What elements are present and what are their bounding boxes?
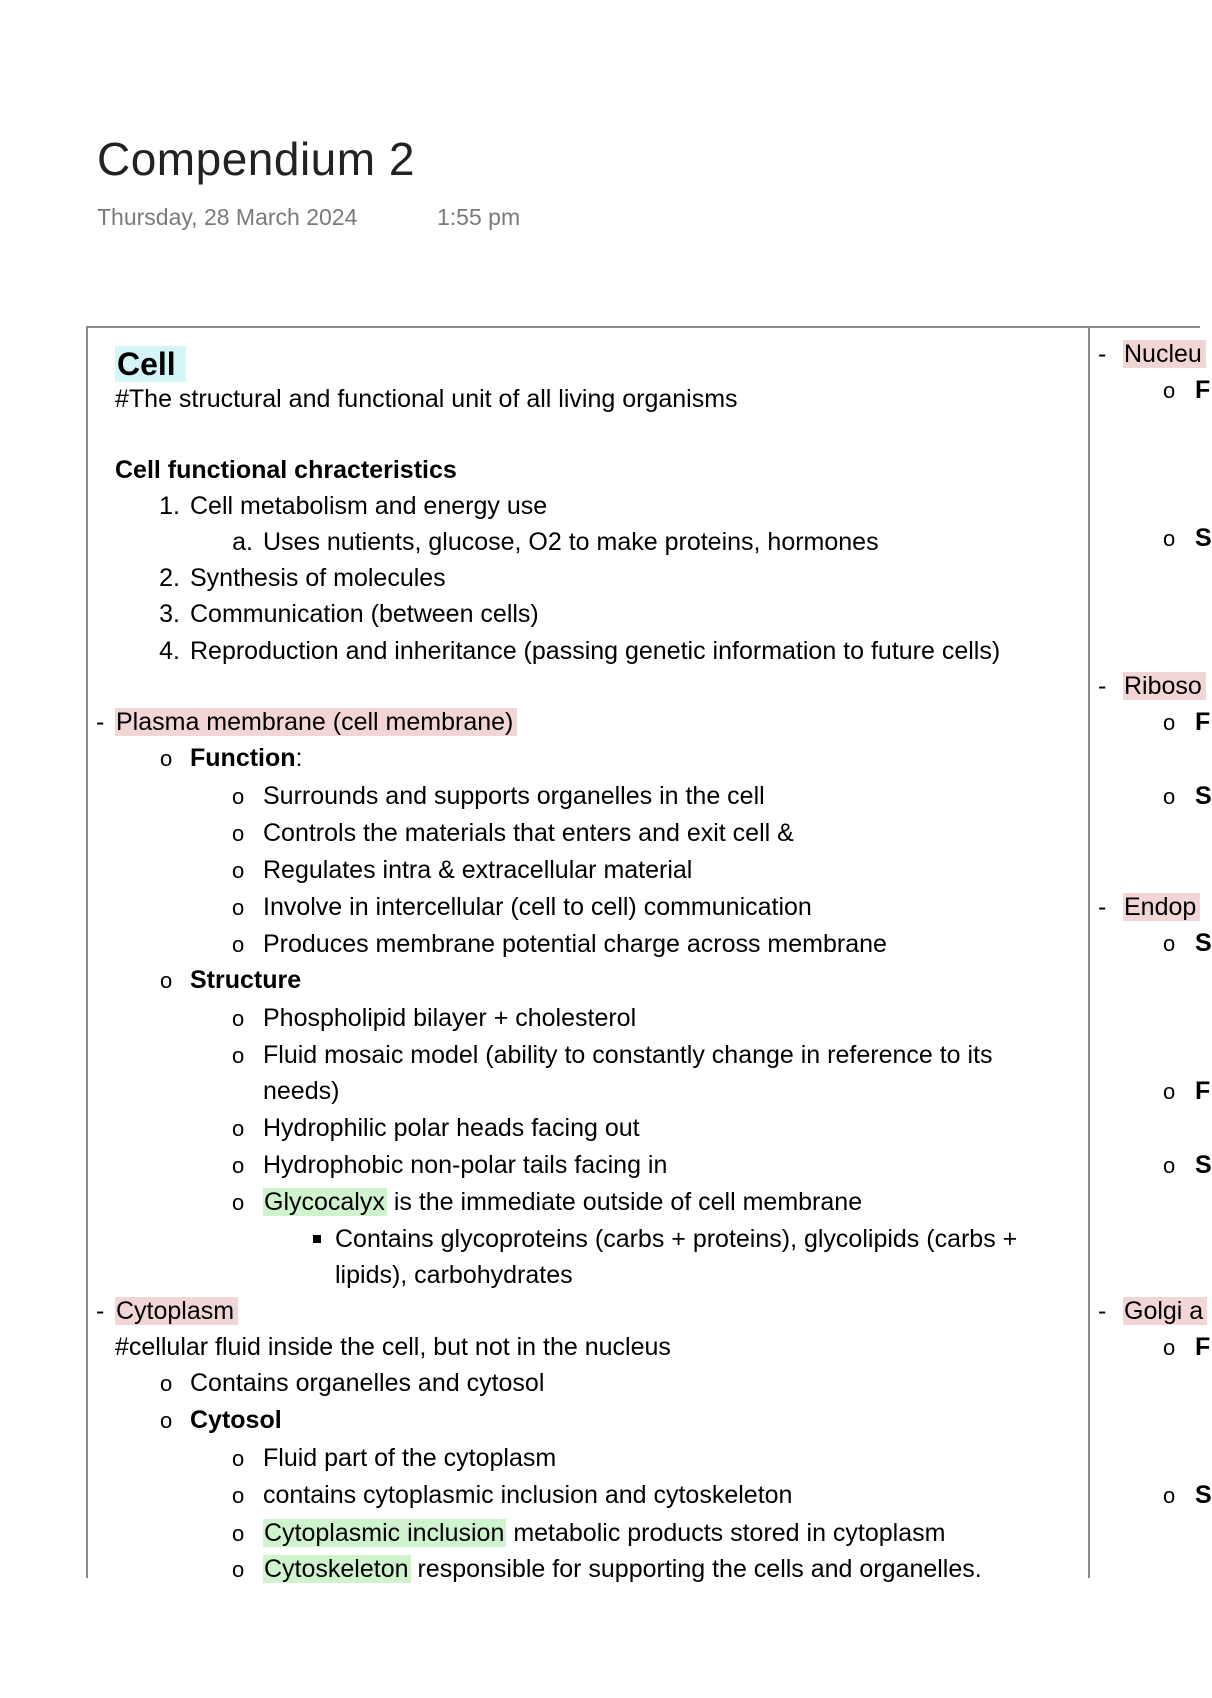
- functional-characteristics-heading: Cell functional chracteristics: [115, 456, 457, 484]
- circle-bullet: o: [232, 1446, 245, 1471]
- list-item: Synthesis of molecules: [190, 564, 446, 592]
- truncated-item: S: [1195, 524, 1212, 552]
- list-item: Glycocalyx is the immediate outside of cell membrane: [264, 1188, 863, 1216]
- section-heading: Endop: [1123, 889, 1200, 925]
- truncated-item: S: [1195, 1151, 1212, 1179]
- list-item: Reproduction and inheritance (passing genetic information to future cells): [190, 637, 1001, 665]
- dash-bullet: -: [96, 1297, 105, 1325]
- truncated-item: S: [1195, 929, 1212, 957]
- circle-bullet: o: [232, 1116, 245, 1141]
- section-heading: Riboso: [1123, 668, 1206, 704]
- list-item: Cytoskeleton responsible for supporting the cells and organelles.: [264, 1555, 982, 1583]
- circle-bullet: o: [232, 1557, 245, 1582]
- list-item: Cell metabolism and energy use: [190, 492, 548, 520]
- list-item: Regulates intra & extracellular material: [263, 856, 693, 884]
- circle-bullet: o: [232, 1190, 245, 1215]
- dash-bullet: -: [1098, 672, 1107, 700]
- section-heading: Nucleu: [1123, 336, 1206, 372]
- truncated-item: F: [1195, 1333, 1211, 1361]
- circle-bullet: o: [232, 1006, 245, 1031]
- circle-bullet: o: [160, 968, 173, 993]
- cytoplasm-heading: Cytoplasm: [115, 1293, 238, 1329]
- circle-bullet: o: [232, 895, 245, 920]
- page-title: Compendium 2: [97, 133, 415, 185]
- dash-bullet: -: [1098, 340, 1107, 368]
- list-item: Cytoplasmic inclusion metabolic products stored in cytoplasm: [264, 1519, 946, 1547]
- truncated-item: S: [1195, 1481, 1212, 1509]
- list-marker: a.: [232, 528, 253, 556]
- list-marker: 2.: [159, 564, 180, 592]
- notes-column-left: [86, 326, 1090, 1583]
- cytosol-label: Cytosol: [190, 1406, 282, 1434]
- list-marker: 1.: [159, 492, 180, 520]
- list-item: Produces membrane potential charge across membrane: [263, 930, 887, 958]
- list-item-continuation: lipids), carbohydrates: [335, 1261, 573, 1289]
- list-item: Fluid mosaic model (ability to constantly change in reference to its: [263, 1041, 993, 1069]
- list-marker: 4.: [159, 637, 180, 665]
- circle-bullet: o: [160, 1371, 173, 1396]
- circle-bullet: o: [1163, 784, 1176, 809]
- truncated-item: F: [1195, 376, 1211, 404]
- list-marker: 3.: [159, 600, 180, 628]
- circle-bullet: o: [1163, 931, 1176, 956]
- list-item: contains cytoplasmic inclusion and cytoskeleton: [263, 1481, 793, 1509]
- page-time: 1:55 pm: [437, 204, 521, 230]
- list-item: Contains glycoproteins (carbs + proteins), glycolipids (carbs +: [335, 1225, 1018, 1253]
- list-item: Phospholipid bilayer + cholesterol: [263, 1004, 637, 1032]
- notes-column-right: [1090, 326, 1212, 1578]
- list-item: Surrounds and supports organelles in the cell: [263, 782, 765, 810]
- list-item: Uses nutients, glucose, O2 to make proteins, hormones: [263, 528, 879, 556]
- circle-bullet: o: [1163, 526, 1176, 551]
- circle-bullet: o: [1163, 710, 1176, 735]
- section-heading: Golgi a: [1123, 1293, 1207, 1329]
- circle-bullet: o: [160, 746, 173, 771]
- circle-bullet: o: [232, 1043, 245, 1068]
- circle-bullet: o: [232, 1521, 245, 1546]
- circle-bullet: o: [232, 784, 245, 809]
- page-date: Thursday, 28 March 2024: [97, 204, 358, 230]
- square-bullet: [313, 1235, 321, 1243]
- circle-bullet: o: [160, 1408, 173, 1433]
- list-item: Communication (between cells): [190, 600, 539, 628]
- cell-heading: Cell: [115, 341, 186, 387]
- circle-bullet: o: [232, 821, 245, 846]
- list-item: Fluid part of the cytoplasm: [263, 1444, 557, 1472]
- circle-bullet: o: [1163, 1153, 1176, 1178]
- list-item-continuation: needs): [263, 1077, 340, 1105]
- list-item: Involve in intercellular (cell to cell) communication: [263, 893, 812, 921]
- truncated-item: F: [1195, 1077, 1211, 1105]
- circle-bullet: o: [232, 858, 245, 883]
- circle-bullet: o: [1163, 378, 1176, 403]
- dash-bullet: -: [1098, 893, 1107, 921]
- dash-bullet: -: [1098, 1297, 1107, 1325]
- list-item: Controls the materials that enters and exit cell &: [263, 819, 794, 847]
- truncated-item: F: [1195, 708, 1211, 736]
- truncated-item: S: [1195, 782, 1212, 810]
- list-item: Hydrophilic polar heads facing out: [263, 1114, 640, 1142]
- circle-bullet: o: [232, 1483, 245, 1508]
- dash-bullet: -: [96, 708, 105, 736]
- plasma-membrane-heading: Plasma membrane (cell membrane): [115, 704, 517, 740]
- cell-definition: #The structural and functional unit of all living organisms: [115, 385, 738, 413]
- list-item: Hydrophobic non-polar tails facing in: [263, 1151, 668, 1179]
- circle-bullet: o: [1163, 1483, 1176, 1508]
- circle-bullet: o: [232, 932, 245, 957]
- cytoplasm-definition: #cellular fluid inside the cell, but not in the nucleus: [115, 1333, 671, 1361]
- circle-bullet: o: [1163, 1079, 1176, 1104]
- list-item: Contains organelles and cytosol: [190, 1369, 545, 1397]
- function-label: Function:: [190, 744, 303, 772]
- structure-label: Structure: [190, 966, 302, 994]
- circle-bullet: o: [232, 1153, 245, 1178]
- circle-bullet: o: [1163, 1335, 1176, 1360]
